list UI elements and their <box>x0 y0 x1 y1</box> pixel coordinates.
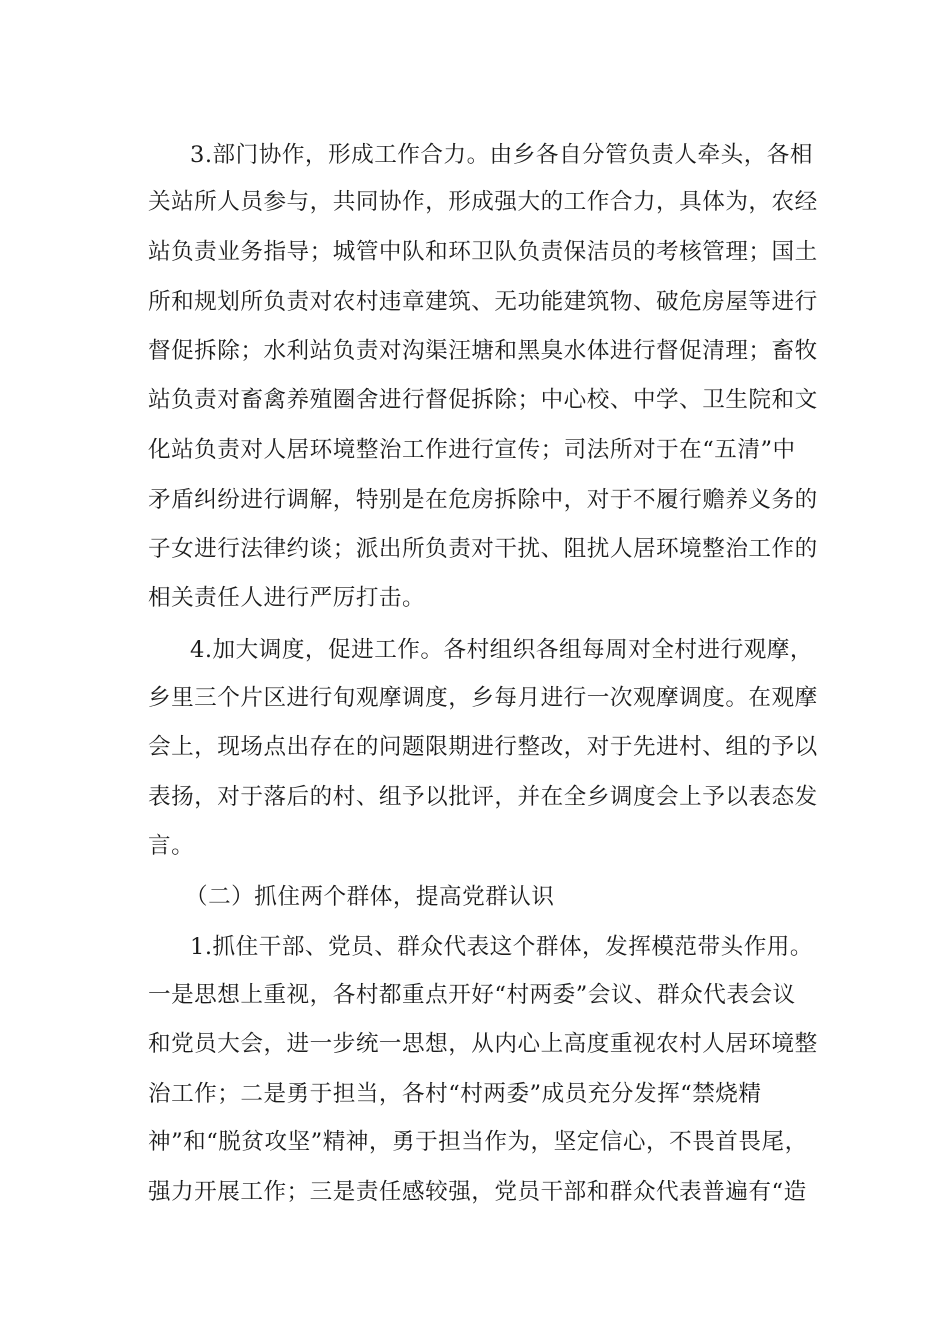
paragraph-4-line-5: 言。 <box>148 833 195 859</box>
paragraph-3-line-9: 子女进行法律约谈；派出所负责对干扰、阻扰人居环境整治工作的 <box>148 536 818 562</box>
paragraph-3-line-10: 相关责任人进行严厉打击。 <box>148 585 426 611</box>
paragraph-2-1-line-4: 治工作；二是勇于担当，各村“村两委”成员充分发挥“禁烧精 <box>148 1081 762 1107</box>
paragraph-4-line-4: 表扬，对于落后的村、组予以批评，并在全乡调度会上予以表态发 <box>148 784 818 810</box>
paragraph-3-line-5: 督促拆除；水利站负责对沟渠汪塘和黑臭水体进行督促清理；畜牧 <box>148 338 818 364</box>
paragraph-2-1-line-2: 一是思想上重视，各村都重点开好“村两委”会议、群众代表会议 <box>148 982 796 1008</box>
paragraph-3-line-8: 矛盾纠纷进行调解，特别是在危房拆除中，对于不履行赡养义务的 <box>148 487 818 513</box>
paragraph-4-line-1: 4.加大调度，促进工作。各村组织各组每周对全村进行观摩， <box>190 637 813 663</box>
paragraph-4-line-2: 乡里三个片区进行旬观摩调度，乡每月进行一次观摩调度。在观摩 <box>148 685 818 711</box>
paragraph-4-line-3: 会上，现场点出存在的问题限期进行整改，对于先进村、组的予以 <box>148 734 818 760</box>
paragraph-3-line-4: 所和规划所负责对农村违章建筑、无功能建筑物、破危房屋等进行 <box>148 289 818 315</box>
paragraph-3-line-2: 关站所人员参与，共同协作，形成强大的工作合力，具体为，农经 <box>148 189 818 215</box>
paragraph-3-line-7: 化站负责对人居环境整治工作进行宣传；司法所对于在“五清”中 <box>148 437 796 463</box>
section-heading: （二）抓住两个群体，提高党群认识 <box>185 884 555 910</box>
paragraph-2-1-line-3: 和党员大会，进一步统一思想，从内心上高度重视农村人居环境整 <box>148 1031 818 1057</box>
paragraph-3-line-3: 站负责业务指导；城管中队和环卫队负责保洁员的考核管理；国土 <box>148 239 818 265</box>
paragraph-3-line-1: 3.部门协作，形成工作合力。由乡各自分管负责人牵头，各相 <box>190 142 813 168</box>
paragraph-2-1-line-5: 神”和“脱贫攻坚”精神，勇于担当作为，坚定信心，不畏首畏尾， <box>148 1129 808 1155</box>
paragraph-2-1-line-1: 1.抓住干部、党员、群众代表这个群体，发挥模范带头作用。 <box>190 934 813 960</box>
paragraph-2-1-line-6: 强力开展工作；三是责任感较强，党员干部和群众代表普遍有“造 <box>148 1179 807 1205</box>
paragraph-3-line-6: 站负责对畜禽养殖圈舍进行督促拆除；中心校、中学、卫生院和文 <box>148 387 818 413</box>
